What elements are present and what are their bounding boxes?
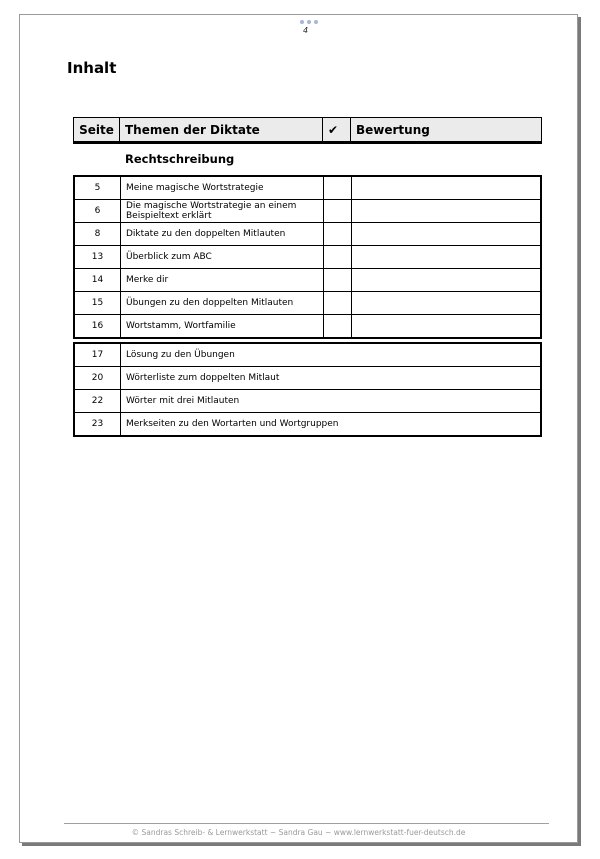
check-cell[interactable] — [324, 200, 352, 223]
entry-topic: Wörterliste zum doppelten Mitlaut — [121, 367, 542, 390]
toc-table-rated — [73, 175, 542, 339]
check-cell[interactable] — [324, 176, 352, 200]
entry-page: 23 — [74, 413, 121, 437]
check-cell[interactable] — [324, 246, 352, 269]
rating-cell[interactable] — [352, 315, 542, 339]
entry-topic: Übungen zu den doppelten Mitlauten — [121, 292, 324, 315]
entry-topic: Merke dir — [121, 269, 324, 292]
footer-copyright: © Sandras Schreib- & Lernwerkstatt ~ Sandra Gau ~ www.lernwerkstatt-fuer-deutsch.de — [131, 828, 466, 837]
rating-cell[interactable] — [352, 292, 542, 315]
table-row — [74, 390, 541, 413]
dot-icon — [314, 20, 318, 24]
document-page — [19, 14, 578, 843]
entry-topic: Die magische Wortstrategie an einem Beispieltext erklärt — [121, 200, 324, 223]
rating-cell[interactable] — [352, 223, 542, 246]
entry-page: 17 — [74, 343, 121, 367]
page-number: 4 — [303, 26, 309, 35]
entry-topic: Meine magische Wortstrategie — [121, 176, 324, 200]
entry-topic: Wortstamm, Wortfamilie — [121, 315, 324, 339]
entry-topic: Merkseiten zu den Wortarten und Wortgruppen — [121, 413, 542, 437]
dot-icon — [300, 20, 304, 24]
table-row — [74, 176, 541, 200]
table-row — [74, 367, 541, 390]
table-row — [74, 413, 541, 437]
rating-cell[interactable] — [352, 269, 542, 292]
entry-topic: Wörter mit drei Mitlauten — [121, 390, 542, 413]
check-cell[interactable] — [324, 223, 352, 246]
page-indicator-dots — [300, 20, 318, 24]
check-cell[interactable] — [324, 269, 352, 292]
toc-header-table — [73, 117, 542, 144]
entry-topic: Überblick zum ABC — [121, 246, 324, 269]
toc-header-row — [74, 118, 542, 143]
toc-table-plain — [73, 342, 542, 437]
entry-page: 15 — [74, 292, 121, 315]
entry-topic: Lösung zu den Übungen — [121, 343, 542, 367]
rating-cell[interactable] — [352, 176, 542, 200]
footer-divider — [64, 823, 549, 824]
table-row — [74, 269, 541, 292]
header-topic: Themen der Diktate — [120, 118, 323, 143]
header-page: Seite — [74, 118, 120, 143]
rating-cell[interactable] — [352, 246, 542, 269]
page-title: Inhalt — [67, 59, 117, 77]
entry-page: 8 — [74, 223, 121, 246]
checkmark-icon: ✔ — [323, 118, 351, 143]
entry-page: 5 — [74, 176, 121, 200]
table-row — [74, 292, 541, 315]
header-rating: Bewertung — [351, 118, 542, 143]
table-row — [74, 200, 541, 223]
table-row — [74, 343, 541, 367]
rating-cell[interactable] — [352, 200, 542, 223]
entry-page: 16 — [74, 315, 121, 339]
check-cell[interactable] — [324, 315, 352, 339]
check-cell[interactable] — [324, 292, 352, 315]
entry-page: 13 — [74, 246, 121, 269]
entry-page: 22 — [74, 390, 121, 413]
table-row — [74, 315, 541, 339]
entry-page: 20 — [74, 367, 121, 390]
entry-topic: Diktate zu den doppelten Mitlauten — [121, 223, 324, 246]
entry-page: 6 — [74, 200, 121, 223]
table-row — [74, 246, 541, 269]
entry-page: 14 — [74, 269, 121, 292]
section-label: Rechtschreibung — [125, 152, 235, 166]
table-row — [74, 223, 541, 246]
dot-icon — [307, 20, 311, 24]
